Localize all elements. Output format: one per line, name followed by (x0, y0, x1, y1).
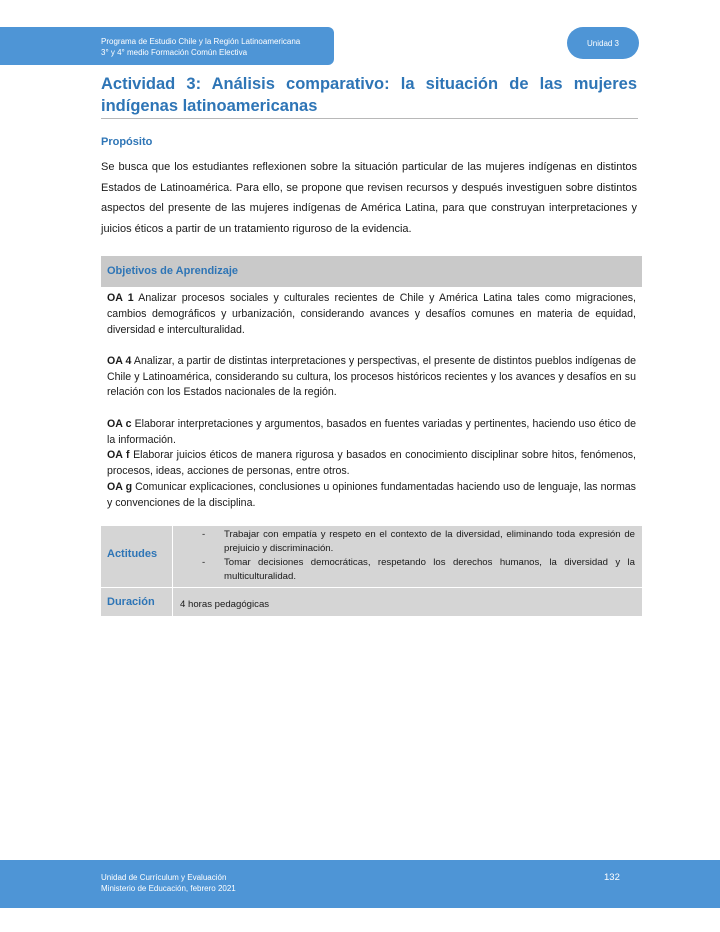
objective-text: Comunicar explicaciones, conclusiones u opiniones fundamentadas haciendo uso de lenguaje, las normas y convenciones de la disciplina. (107, 480, 636, 509)
footer-credits (101, 872, 236, 894)
objective-text: Elaborar juicios éticos de manera rigurosa y basados en conocimiento disciplinar sobre hitos, fenómenos, procesos, ideas, acciones de personas, entre otros. (107, 449, 637, 478)
attitude-item: - Trabajar con empatía y respeto en el contexto de la diversidad, eliminando toda expresión de prejuicio y discriminación. (202, 528, 635, 556)
footer-ministry: Ministerio de Educación, febrero 2021 (101, 884, 236, 893)
title-divider (101, 118, 638, 119)
objective-text: Analizar procesos sociales y culturales recientes de Chile y América Latina tales como migraciones, cambios demográficos y urbanización, considerando avances y desafíos comunes en materia de equidad, diversidad e interculturalidad. (107, 292, 637, 336)
purpose-heading: Propósito (101, 136, 153, 148)
objective-text: Analizar, a partir de distintas interpretaciones y perspectivas, el presente de distintos pueblos indígenas de Chile y Latinoamérica, considerando su cultura, los procesos históricos recientes y los avances y desafíos en su relación con los Estados nacionales de la región. (107, 354, 636, 399)
page-footer (0, 860, 720, 908)
attitudes-label: Actitudes (101, 526, 173, 587)
attitudes-duration-table (101, 526, 642, 616)
duration-label: Duración (101, 588, 173, 616)
footer-unit: Unidad de Currículum y Evaluación (101, 873, 227, 882)
attitudes-content (173, 526, 642, 587)
page-number: 132 (604, 872, 620, 883)
purpose-text: Se busca que los estudiantes reflexionen sobre la situación particular de las mujeres indígenas en distintos Estados de Latinoamérica. Para ello, se propone que revisen recursos y después investiguen sobre distintos aspectos del presente de las mujeres indígenas de América Latina, para que construyan interpretaciones y juicios éticos a partir de un tratamiento riguroso de la evidencia. (101, 161, 637, 235)
duration-content (173, 588, 642, 616)
program-subtitle: 3° y 4° medio Formación Común Electiva (101, 48, 248, 57)
program-title: Programa de Estudio Chile y la Región Latinoamericana (101, 37, 301, 46)
attitudes-row (101, 526, 642, 587)
objective-code: OA 4 (107, 354, 132, 367)
duration-value: 4 horas pedagógicas (180, 599, 270, 610)
objective-item (107, 291, 636, 338)
objective-item (107, 417, 636, 449)
objective-item (107, 448, 636, 480)
objective-text: Elaborar interpretaciones y argumentos, basados en fuentes variadas y pertinentes, haciendo uso ético de la información. (107, 417, 636, 446)
header-banner (0, 27, 334, 65)
unit-badge-label: Unidad 3 (586, 38, 620, 48)
objective-code: OA 1 (107, 292, 134, 304)
objective-item (107, 354, 636, 401)
attitude-item: - Tomar decisiones democráticas, respetando los derechos humanos, la diversidad y la multiculturalidad. (202, 556, 635, 584)
objective-code: OA f (107, 449, 130, 462)
attitudes-list (173, 526, 642, 584)
objective-item (107, 480, 636, 512)
duration-row (101, 587, 642, 616)
learning-objectives-heading: Objetivos de Aprendizaje (101, 256, 642, 287)
learning-objectives-table (101, 256, 642, 512)
objective-code: OA c (107, 417, 132, 430)
unit-badge (567, 27, 639, 59)
activity-title: Actividad 3: Análisis comparativo: la situación de las mujeres indígenas latinoamericanas (101, 75, 637, 115)
objective-code: OA g (107, 480, 133, 493)
learning-objectives-body (101, 287, 642, 512)
